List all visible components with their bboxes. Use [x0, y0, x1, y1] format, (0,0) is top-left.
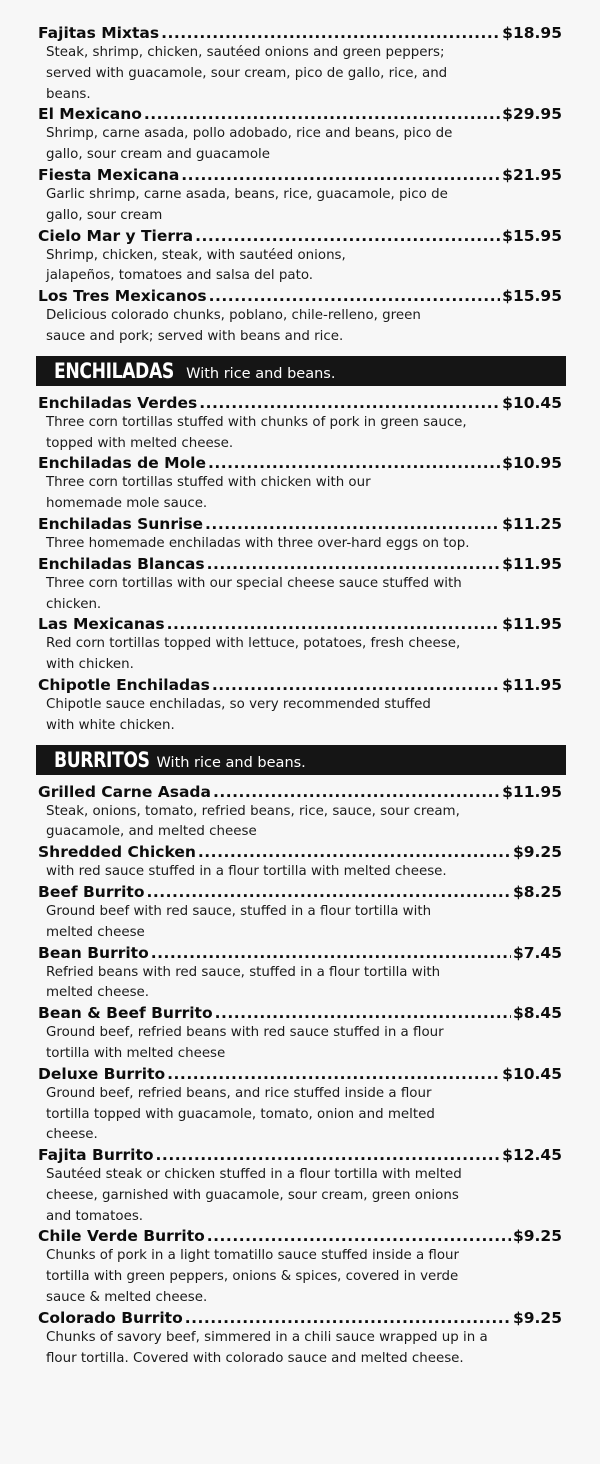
menu-item-description: gallo, sour cream: [46, 207, 163, 223]
menu-item-header: [38, 615, 562, 634]
menu-item-name: Deluxe Burrito: [38, 1064, 166, 1083]
menu-section: [38, 356, 562, 737]
dot-leader: [207, 555, 501, 574]
menu-item-name: Beef Burrito: [38, 882, 145, 901]
dot-leader: [181, 166, 500, 185]
menu-item-header: [38, 883, 562, 902]
menu-item-description: cheese, garnished with guacamole, sour cream, green onions: [46, 1187, 459, 1203]
section-header: [36, 745, 566, 775]
menu-item-description: Shrimp, chicken, steak, with sautéed onions,: [46, 247, 346, 263]
menu-item: [38, 944, 562, 1005]
menu-section: [38, 745, 562, 1370]
menu-item-name: Fajitas Mixtas: [38, 24, 160, 42]
menu-item-price: $15.95: [502, 287, 562, 306]
menu-item-name: Chile Verde Burrito: [38, 1227, 205, 1246]
menu-item-description: tortilla with melted cheese: [46, 1045, 226, 1061]
menu-item-header: [38, 843, 562, 862]
menu-item-description: flour tortilla. Covered with colorado sauce and melted cheese.: [46, 1350, 464, 1366]
menu-item-price: $8.25: [512, 882, 562, 901]
menu-item-price: $8.45: [512, 1004, 562, 1023]
menu-item-price: $11.95: [502, 554, 562, 573]
menu-item-description: Ground beef, refried beans with red sauce stuffed in a flour: [46, 1025, 444, 1041]
menu-item-name: Shredded Chicken: [38, 843, 196, 862]
menu-item: [38, 24, 562, 105]
menu-item: [38, 555, 562, 616]
menu-item-name: Fajita Burrito: [38, 1146, 154, 1165]
menu-item-price: $7.45: [512, 943, 562, 962]
menu-item-header: [38, 515, 562, 534]
menu-item-name: Bean Burrito: [38, 943, 149, 962]
menu-item-description: Three homemade enchiladas with three over-hard eggs on top.: [46, 535, 470, 551]
menu-item: [38, 287, 562, 348]
menu-item-description: Steak, shrimp, chicken, sautéed onions and green peppers;: [46, 45, 445, 60]
menu-item: [38, 1004, 562, 1065]
menu-item-description: beans.: [46, 86, 91, 102]
menu-item-description: Red corn tortillas topped with lettuce, potatoes, fresh cheese,: [46, 636, 461, 652]
menu-item-name: El Mexicano: [38, 105, 142, 124]
menu-item: [38, 783, 562, 844]
menu-item-name: Los Tres Mexicanos: [38, 287, 207, 306]
menu-item-price: $9.25: [512, 1308, 562, 1327]
menu-item-description: and tomatoes.: [46, 1208, 144, 1224]
menu-item: [38, 227, 562, 288]
menu-item-header: [38, 227, 562, 246]
section-title: ENCHILADAS: [54, 358, 174, 383]
menu-item: [38, 454, 562, 515]
menu-item: [38, 615, 562, 676]
menu-item-price: $10.95: [502, 454, 562, 473]
menu-item-header: [38, 105, 562, 124]
dot-leader: [147, 883, 511, 902]
dot-leader: [205, 515, 500, 534]
menu-item-description: jalapeños, tomatoes and salsa del pato.: [46, 268, 314, 284]
menu-item-price: $12.45: [502, 1146, 562, 1165]
menu-item-price: $15.95: [502, 226, 562, 245]
menu-item: [38, 1065, 562, 1146]
menu-item-description: tortilla with green peppers, onions & spices, covered in verde: [46, 1269, 459, 1285]
menu-item-header: [38, 24, 562, 43]
dot-leader: [185, 1309, 511, 1328]
menu-item-description: Three corn tortillas with our special cheese sauce stuffed with: [46, 575, 462, 591]
menu-item-description: Chunks of savory beef, simmered in a chili sauce wrapped up in a: [46, 1329, 488, 1345]
dot-leader: [209, 287, 501, 306]
menu-item-price: $18.95: [502, 24, 562, 42]
menu-section: [38, 24, 562, 348]
menu-item-header: [38, 676, 562, 695]
menu-item-description: Ground beef with red sauce, stuffed in a flour tortilla with: [46, 903, 432, 919]
menu-item-description: Garlic shrimp, carne asada, beans, rice, guacamole, pico de: [46, 186, 448, 202]
dot-leader: [208, 454, 500, 473]
menu-item-description: Sautéed steak or chicken stuffed in a flour tortilla with melted: [46, 1167, 462, 1183]
dot-leader: [144, 105, 500, 124]
menu-item-description: melted cheese: [46, 924, 145, 940]
menu-item-header: [38, 287, 562, 306]
menu-item-name: Grilled Carne Asada: [38, 782, 211, 801]
menu-item-name: Enchiladas Sunrise: [38, 514, 204, 533]
menu-item-price: $21.95: [502, 165, 562, 184]
dot-leader: [167, 615, 501, 634]
menu-item-description: sauce and pork; served with beans and rice.: [46, 328, 344, 344]
menu-item-description: Chipotle sauce enchiladas, so very recommended stuffed: [46, 696, 431, 712]
section-subtitle: With rice and beans.: [156, 754, 306, 771]
menu-item: [38, 515, 562, 555]
menu-item-price: $11.95: [502, 675, 562, 694]
menu-item-name: Enchiladas Verdes: [38, 393, 198, 412]
section-subtitle: With rice and beans.: [186, 365, 336, 382]
menu-item-description: Three corn tortillas stuffed with chicken with our: [46, 475, 371, 491]
menu-item-description: chicken.: [46, 596, 102, 612]
dot-leader: [213, 783, 500, 802]
menu-item-price: $10.45: [502, 1064, 562, 1083]
menu-item-price: $29.95: [502, 105, 562, 124]
menu-item-price: $9.25: [512, 843, 562, 862]
menu-item-description: Steak, onions, tomato, refried beans, rice, sauce, sour cream,: [46, 803, 460, 819]
menu-item: [38, 1309, 562, 1370]
dot-leader: [156, 1146, 501, 1165]
menu-item: [38, 843, 562, 883]
menu-item: [38, 883, 562, 944]
menu-item-description: melted cheese.: [46, 985, 150, 1001]
menu-item-description: tortilla topped with guacamole, tomato, onion and melted: [46, 1106, 435, 1122]
dot-leader: [167, 1065, 500, 1084]
dot-leader: [215, 1004, 511, 1023]
menu-item-header: [38, 1065, 562, 1084]
dot-leader: [212, 676, 500, 695]
menu-item-description: served with guacamole, sour cream, pico de gallo, rice, and: [46, 65, 448, 81]
menu-item-name: Las Mexicanas: [38, 615, 165, 634]
menu-item-description: with red sauce stuffed in a flour tortilla with melted cheese.: [46, 864, 447, 880]
menu-item-name: Bean & Beef Burrito: [38, 1004, 213, 1023]
menu-item-description: Three corn tortillas stuffed with chunks of pork in green sauce,: [46, 414, 467, 430]
menu-item-description: Refried beans with red sauce, stuffed in a flour tortilla with: [46, 964, 441, 980]
menu-item-header: [38, 944, 562, 963]
menu-item: [38, 166, 562, 227]
menu-item-description: sauce & melted cheese.: [46, 1290, 208, 1306]
menu-item-header: [38, 1309, 562, 1328]
dot-leader: [207, 1227, 511, 1246]
menu-item-price: $10.45: [502, 393, 562, 412]
menu-item-name: Enchiladas Blancas: [38, 554, 205, 573]
menu-item-price: $11.95: [502, 782, 562, 801]
dot-leader: [199, 394, 500, 413]
menu-item-description: with chicken.: [46, 657, 134, 673]
menu-item-header: [38, 454, 562, 473]
section-title: BURRITOS: [54, 747, 150, 772]
menu-item-description: topped with melted cheese.: [46, 435, 234, 451]
menu-item-description: gallo, sour cream and guacamole: [46, 147, 270, 163]
menu-item-name: Enchiladas de Mole: [38, 454, 207, 473]
menu-item-name: Fiesta Mexicana: [38, 165, 180, 184]
menu-item-price: $11.95: [502, 615, 562, 634]
dot-leader: [195, 227, 500, 246]
menu-item-description: with white chicken.: [46, 717, 175, 733]
dot-leader: [151, 944, 511, 963]
menu-item: [38, 394, 562, 455]
dot-leader: [198, 843, 511, 862]
menu-item-header: [38, 1146, 562, 1165]
menu-item-price: $11.25: [502, 514, 562, 533]
menu-item-header: [38, 555, 562, 574]
menu-item-header: [38, 783, 562, 802]
menu-item-header: [38, 394, 562, 413]
menu-item-name: Cielo Mar y Tierra: [38, 226, 194, 245]
menu-item-name: Chipotle Enchiladas: [38, 675, 210, 694]
menu-item: [38, 1146, 562, 1227]
menu-item-price: $9.25: [512, 1227, 562, 1246]
menu-item-description: Ground beef, refried beans, and rice stuffed inside a flour: [46, 1085, 432, 1101]
menu-item-description: cheese.: [46, 1127, 98, 1143]
section-header: [36, 356, 566, 386]
menu-item-description: homemade mole sauce.: [46, 496, 208, 512]
menu-item-description: Delicious colorado chunks, poblano, chile-relleno, green: [46, 308, 421, 324]
menu-item-name: Colorado Burrito: [38, 1308, 183, 1327]
menu-item-description: guacamole, and melted cheese: [46, 824, 257, 840]
menu-item-header: [38, 166, 562, 185]
menu-item: [38, 1227, 562, 1308]
menu-item: [38, 676, 562, 737]
dot-leader: [161, 24, 500, 43]
menu-item: [38, 105, 562, 166]
menu-item-header: [38, 1004, 562, 1023]
menu-item-header: [38, 1227, 562, 1246]
menu-item-description: Shrimp, carne asada, pollo adobado, rice and beans, pico de: [46, 126, 453, 142]
menu-item-description: Chunks of pork in a light tomatillo sauce stuffed inside a flour: [46, 1248, 460, 1264]
